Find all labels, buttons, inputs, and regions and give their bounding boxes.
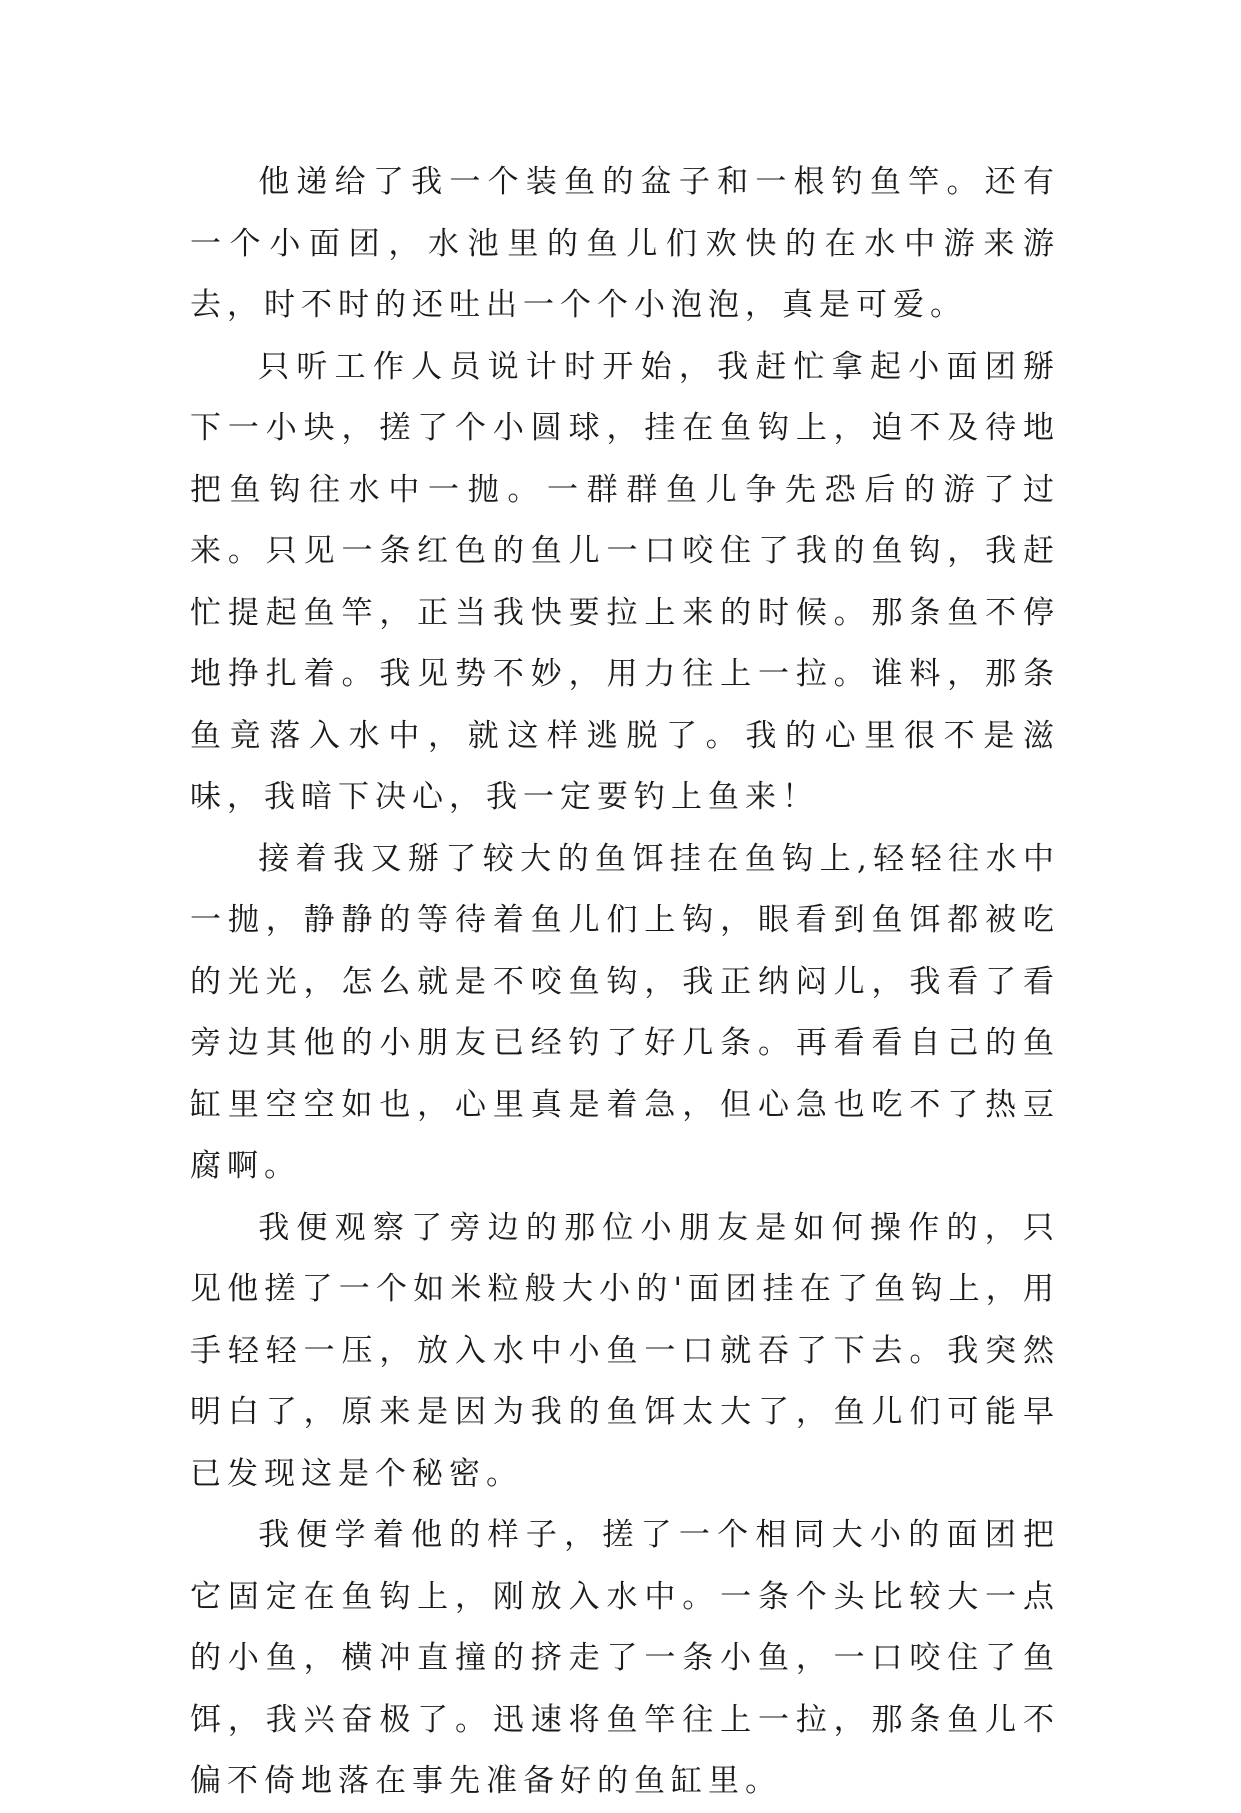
paragraph-5: 我便学着他的样子，搓了一个相同大小的面团把它固定在鱼钩上，刚放入水中。一条个头比较大一点的小鱼，横冲直撞的挤走了一条小鱼，一口咬住了鱼饵，我兴奋极了。迅速将鱼竿往上一拉，那条鱼儿不偏不倚地落在事先准备好的鱼缸里。 <box>190 1517 1060 1799</box>
paragraph-4: 我便观察了旁边的那位小朋友是如何操作的，只见他搓了一个如米粒般大小的'面团挂在了鱼钩上，用手轻轻一压，放入水中小鱼一口就吞了下去。我突然明白了，原来是因为我的鱼饵太大了，鱼儿们可能早已发现这是个秘密。 <box>190 1209 1060 1492</box>
paragraph-2: 只听工作人员说计时开始，我赶忙拿起小面团掰下一小块，搓了个小圆球，挂在鱼钩上，迫不及待地把鱼钩往水中一抛。一群群鱼儿争先恐后的游了过来。只见一条红色的鱼儿一口咬住了我的鱼钩，我赶忙提起鱼竿，正当我快要拉上来的时候。那条鱼不停地挣扎着。我见势不妙，用力往上一拉。谁料，那条鱼竟落入水中，就这样逃脱了。我的心里很不是滋味，我暗下决心，我一定要钓上鱼来！ <box>190 348 1060 815</box>
paragraph-1: 他递给了我一个装鱼的盆子和一根钓鱼竿。还有一个小面团，水池里的鱼儿们欢快的在水中游来游去，时不时的还吐出一个个小泡泡，真是可爱。 <box>190 164 1060 323</box>
document-body <box>190 152 1060 1813</box>
paragraph-3: 接着我又掰了较大的鱼饵挂在鱼钩上,轻轻往水中一抛，静静的等待着鱼儿们上钩，眼看到鱼饵都被吃的光光，怎么就是不咬鱼钩，我正纳闷儿，我看了看旁边其他的小朋友已经钓了好几条。再看看自己的鱼缸里空空如也，心里真是着急，但心急也吃不了热豆腐啊。 <box>190 840 1060 1184</box>
